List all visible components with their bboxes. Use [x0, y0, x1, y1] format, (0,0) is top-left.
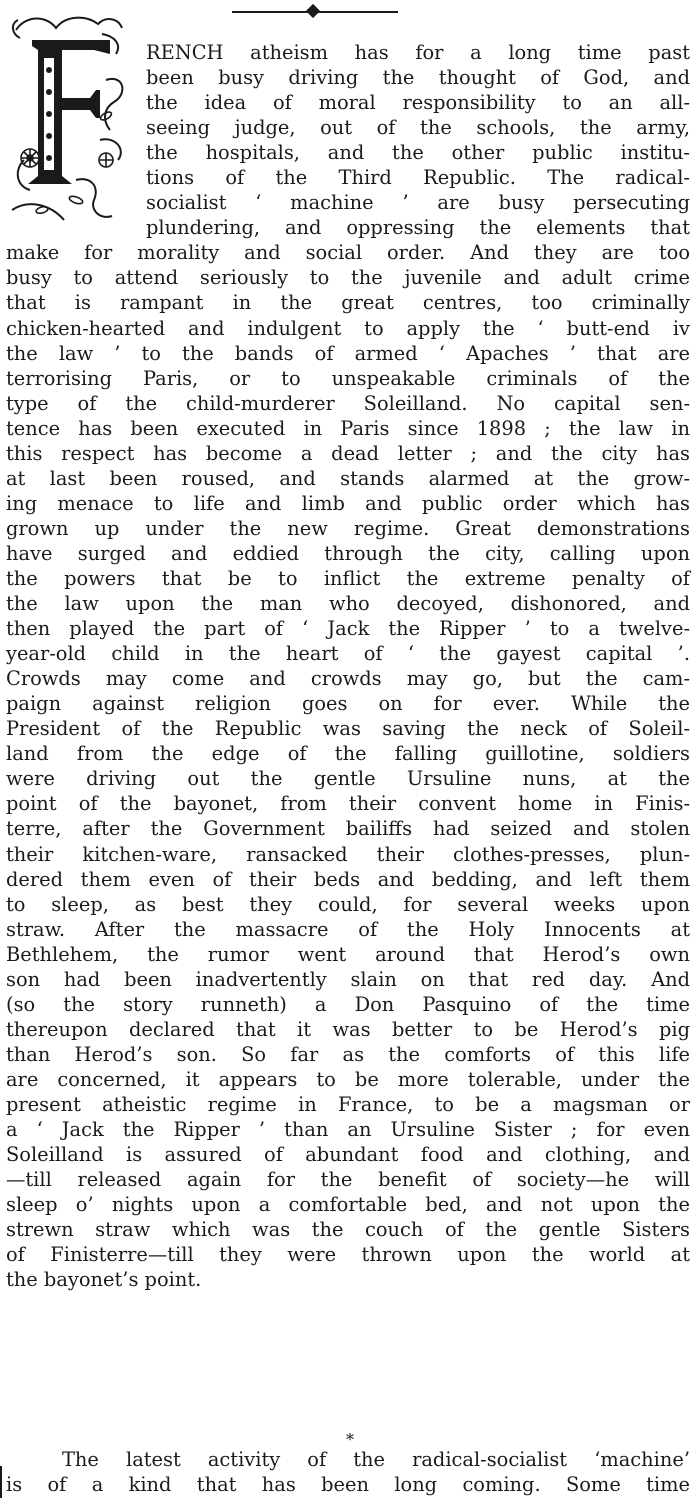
article-line: Crowds may come and crowds may go, but the cam-: [6, 667, 690, 691]
article-line: than Herod’s son. So far as the comforts of this life: [6, 1042, 690, 1066]
article-line: straw. After the massacre of the Holy Innocents at: [6, 917, 690, 941]
article-line: the powers that be to inflict the extreme penalty of: [6, 566, 690, 590]
article-line: plundering, and oppressing the elements that: [146, 216, 690, 240]
column-margin-rule: [0, 1466, 2, 1498]
article-line: of Finisterre—till they were thrown upon the world at: [6, 1243, 690, 1267]
article-line: the hospitals, and the other public institu-: [146, 141, 690, 165]
article-line: tence has been executed in Paris since 1898 ; the law in: [6, 416, 690, 440]
article-line: the bayonet’s point.: [6, 1268, 202, 1292]
header-rule-ornament: [306, 4, 320, 18]
article-line: the law ’ to the bands of armed ‘ Apaches ’ that are: [6, 341, 690, 365]
article-line: been busy driving the thought of God, and: [146, 66, 690, 90]
article-line: the law upon the man who decoyed, dishonored, and: [6, 592, 690, 616]
article-line: land from the edge of the falling guillotine, soldiers: [6, 742, 690, 766]
article-line: their kitchen-ware, ransacked their clothes-presses, plun-: [6, 842, 690, 866]
article-line: tions of the Third Republic. The radical-: [146, 166, 690, 190]
article-line: busy to attend seriously to the juvenile and adult crime: [6, 266, 690, 290]
section-separator: *: [346, 1430, 354, 1449]
article-line: (so the story runneth) a Don Pasquino of the time: [6, 992, 690, 1016]
next-paragraph: [6, 1447, 690, 1497]
article-line: seeing judge, out of the schools, the army,: [146, 116, 690, 140]
article-line: point of the bayonet, from their convent home in Finis-: [6, 792, 690, 816]
article-line: were driving out the gentle Ursuline nuns, at the: [6, 767, 690, 791]
article-body: [6, 40, 690, 1292]
article-line: —till released again for the benefit of society—he will: [6, 1168, 690, 1192]
article-line: make for morality and social order. And they are too: [6, 241, 690, 265]
article-line: are concerned, it appears to be more tolerable, under the: [6, 1067, 690, 1091]
article-line: present atheistic regime in France, to be a magsman or: [6, 1092, 690, 1116]
article-line: year-old child in the heart of ‘ the gayest capital ’.: [6, 642, 690, 666]
article-line: then played the part of ‘ Jack the Ripper ’ to a twelve-: [6, 617, 690, 641]
article-line: is of a kind that has been long coming. Some time: [6, 1473, 690, 1497]
article-line: that is rampant in the great centres, too criminally: [6, 291, 690, 315]
article-line: paign against religion goes on for ever. While the: [6, 692, 690, 716]
article-line: to sleep, as best they could, for several weeks upon: [6, 892, 690, 916]
article-line: terrorising Paris, or to unspeakable criminals of the: [6, 366, 690, 390]
article-line: thereupon declared that it was better to be Herod’s pig: [6, 1017, 690, 1041]
article-line: have surged and eddied through the city, calling upon: [6, 541, 690, 565]
article-line: the idea of moral responsibility to an all-: [146, 91, 690, 115]
article-line: sleep o’ nights upon a comfortable bed, and not upon the: [6, 1193, 690, 1217]
article-line: a ‘ Jack the Ripper ’ than an Ursuline Sister ; for even: [6, 1118, 690, 1142]
article-line: Soleilland is assured of abundant food and clothing, and: [6, 1143, 690, 1167]
article-line: grown up under the new regime. Great demonstrations: [6, 516, 690, 540]
article-line: The latest activity of the radical-socialist ‘machine’: [62, 1448, 690, 1471]
article-line: type of the child-murderer Soleilland. No capital sen-: [6, 391, 690, 415]
article-line: terre, after the Government bailiffs had seized and stolen: [6, 817, 690, 841]
article-line: RENCH atheism has for a long time past: [146, 41, 690, 64]
article-line: son had been inadvertently slain on that red day. And: [6, 967, 690, 991]
article-line: at last been roused, and stands alarmed at the grow-: [6, 466, 690, 490]
article-line: President of the Republic was saving the neck of Soleil-: [6, 717, 690, 741]
article-line: this respect has become a dead letter ; and the city has: [6, 441, 690, 465]
article-line: strewn straw which was the couch of the gentle Sisters: [6, 1218, 690, 1242]
article-line: ing menace to life and limb and public order which has: [6, 491, 690, 515]
article-line: Bethlehem, the rumor went around that Herod’s own: [6, 942, 690, 966]
article-line: dered them even of their beds and bedding, and left them: [6, 867, 690, 891]
article-line: chicken-hearted and indulgent to apply the ‘ butt-end iv: [6, 316, 690, 340]
article-line: socialist ‘ machine ’ are busy persecuting: [146, 191, 690, 215]
